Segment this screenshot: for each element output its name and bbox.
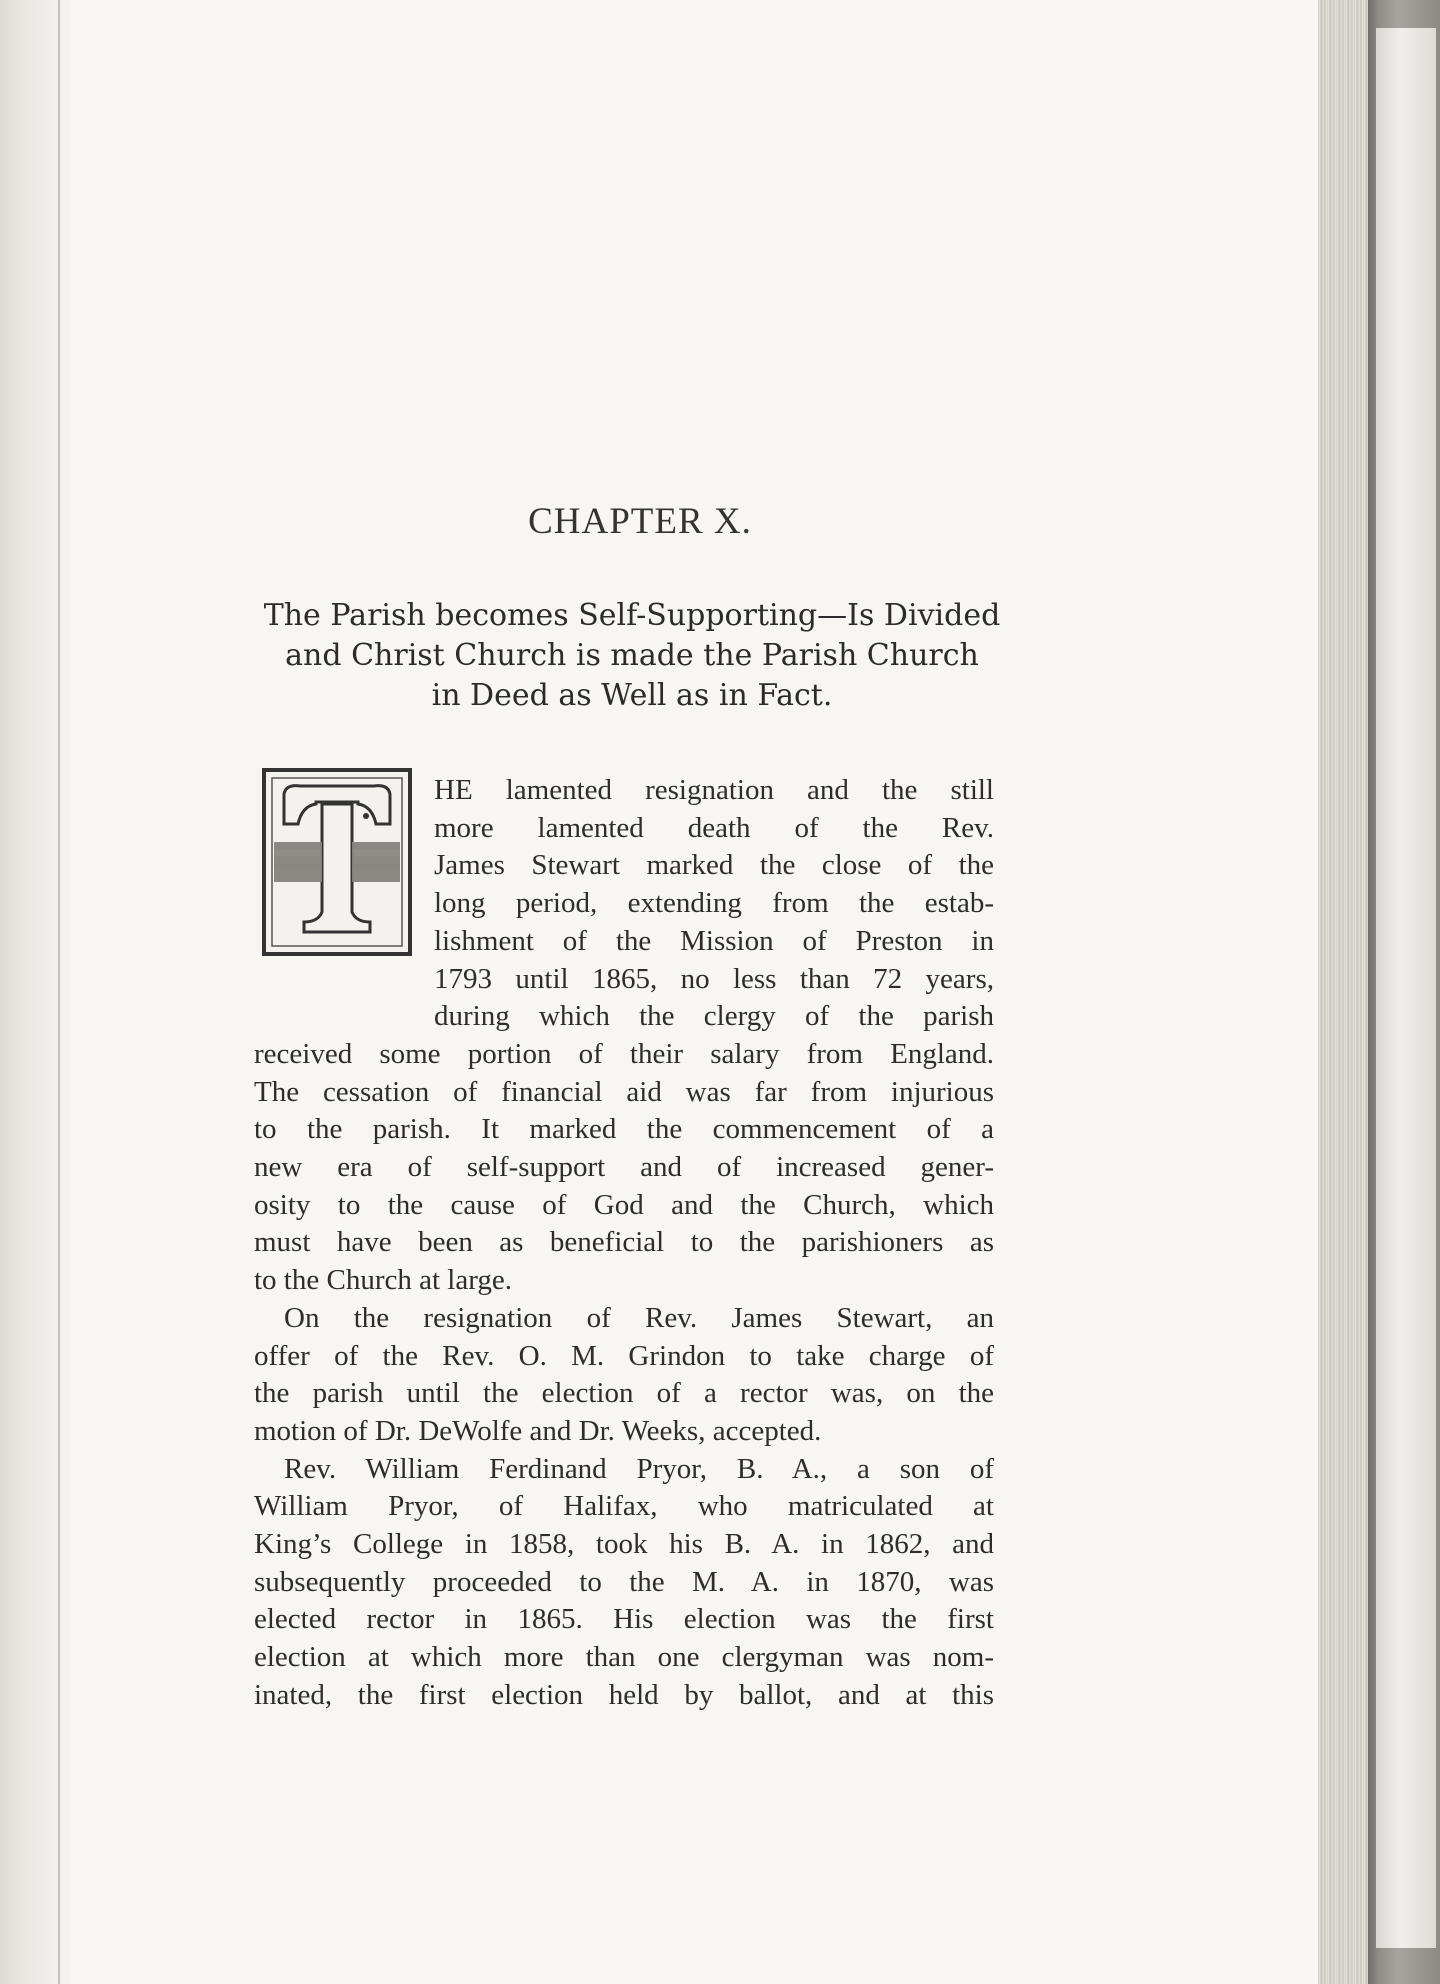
subtitle-line: in Deed as Well as in Fact. — [431, 678, 833, 713]
text-line: more lamented death of the Rev. — [434, 811, 994, 844]
text-line: On the resignation of Rev. James Stewart, an — [284, 1301, 994, 1334]
text-line: lishment of the Mission of Preston in — [434, 924, 994, 957]
text-line: osity to the cause of God and the Church, which — [254, 1188, 994, 1221]
text-line: new era of self-support and of increased gener- — [254, 1151, 994, 1184]
subtitle-line: The Parish becomes Self-Supporting—Is Divided — [263, 598, 1001, 633]
book-cover-edge — [1368, 0, 1440, 1984]
text-line: to the parish. It marked the commencement of a — [254, 1113, 994, 1146]
text-line: election at which more than one clergyman was nom- — [254, 1641, 994, 1674]
text-line: the parish until the election of a rector was, on the — [254, 1377, 994, 1410]
text-line: received some portion of their salary from England. — [254, 1037, 994, 1070]
text-line: motion of Dr. DeWolfe and Dr. Weeks, accepted. — [254, 1414, 822, 1447]
text-line: to the Church at large. — [254, 1264, 512, 1297]
text-line: The cessation of financial aid was far from injurious — [254, 1075, 994, 1108]
text-line: elected rector in 1865. His election was the first — [254, 1603, 994, 1636]
text-line: HE lamented resignation and the still — [434, 774, 994, 806]
text-line: subsequently proceeded to the M. A. in 1870, was — [254, 1565, 994, 1598]
subtitle-line: and Christ Church is made the Parish Church — [285, 638, 979, 673]
body-text — [254, 772, 994, 1715]
chapter-subtitle — [252, 596, 1012, 716]
text-line: during which the clergy of the parish — [434, 1000, 994, 1033]
chapter-title: CHAPTER X. — [528, 501, 752, 542]
page-edges-stack — [1318, 0, 1368, 1984]
page-binding-edge — [0, 0, 70, 1984]
text-line: King’s College in 1858, took his B. A. in 1862, and — [254, 1528, 994, 1561]
paragraph-2 — [254, 1300, 994, 1451]
text-line: inated, the first election held by ballot, and at this — [254, 1678, 994, 1711]
text-line: 1793 until 1865, no less than 72 years, — [434, 962, 994, 995]
text-line: must have been as beneficial to the parishioners as — [254, 1226, 994, 1259]
paragraph-3 — [254, 1451, 994, 1715]
text-line: Rev. William Ferdinand Pryor, B. A., a son of — [284, 1452, 994, 1485]
text-line: William Pryor, of Halifax, who matriculated at — [254, 1490, 994, 1523]
text-line: James Stewart marked the close of the — [434, 849, 994, 882]
paragraph-1 — [254, 772, 994, 1300]
text-line: offer of the Rev. O. M. Grindon to take charge of — [254, 1339, 994, 1372]
text-line: long period, extending from the estab- — [434, 887, 994, 920]
